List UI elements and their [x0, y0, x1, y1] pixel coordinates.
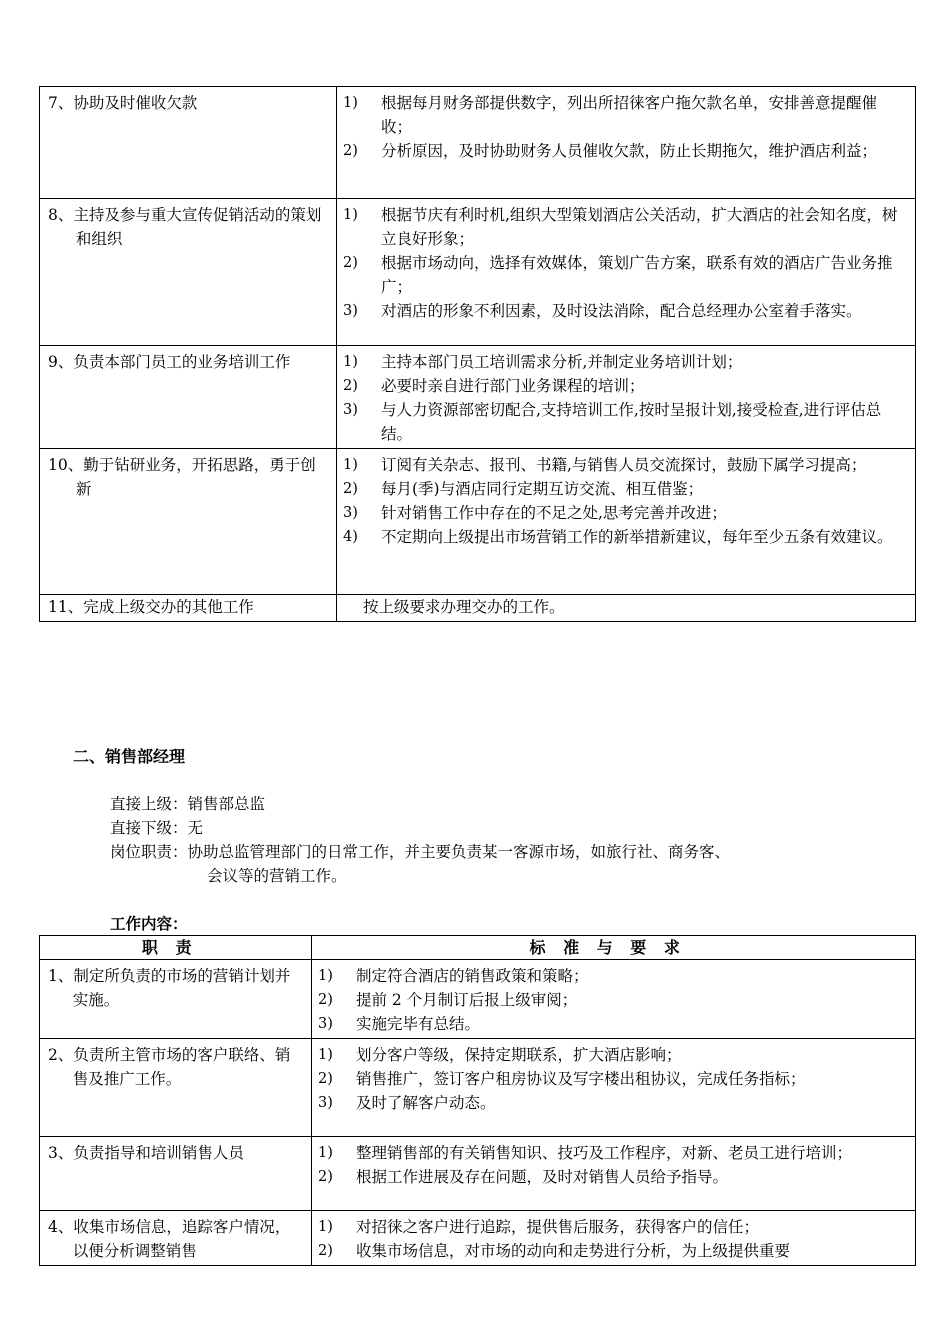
item-text: 划分客户等级，保持定期联系，扩大酒店影响；: [356, 1046, 682, 1064]
item-text: 根据节庆有利时机,组织大型策划酒店公关活动，扩大酒店的社会知名度，树立良好形象；: [381, 206, 898, 248]
list-item: [343, 525, 907, 549]
duty-cell: 7、协助及时催收欠款: [40, 87, 337, 199]
duties-table-1: [39, 86, 916, 622]
standard-cell: [312, 960, 916, 1039]
list-item: [318, 1141, 907, 1165]
standard-cell: [312, 1137, 916, 1211]
standard-cell: [337, 346, 916, 449]
list-item: [318, 1091, 907, 1115]
list-item: [318, 964, 907, 988]
list-item: [343, 374, 907, 398]
table-row: [40, 595, 916, 622]
table-header-row: [40, 936, 916, 960]
header-duty: 职责: [40, 936, 312, 960]
list-item: [343, 139, 907, 163]
duty-cell: 1、制定所负责的市场的营销计划并实施。: [40, 960, 312, 1039]
item-number: 1): [343, 95, 358, 111]
item-text: 制定符合酒店的销售政策和策略；: [356, 967, 589, 985]
superior-label: 直接上级：: [110, 795, 188, 813]
item-number: 1): [318, 1219, 333, 1235]
item-number: 2): [318, 1071, 333, 1087]
list-item: [318, 1239, 907, 1263]
item-number: 1): [318, 1047, 333, 1063]
list-item: [318, 1165, 907, 1189]
item-number: 2): [318, 1243, 333, 1259]
item-number: 2): [343, 378, 358, 394]
list-item: [343, 299, 907, 323]
table-row: [40, 199, 916, 346]
item-number: 2): [343, 481, 358, 497]
standard-cell: [337, 595, 916, 622]
list-item: [318, 1012, 907, 1036]
duty-cell: 8、主持及参与重大宣传促销活动的策划和组织: [40, 199, 337, 346]
item-number: 4): [343, 529, 358, 545]
item-text: 每月(季)与酒店同行定期互访交流、相互借鉴；: [381, 480, 704, 498]
list-item: [343, 350, 907, 374]
subordinate-line: [110, 816, 203, 840]
list-item: [318, 988, 907, 1012]
table-row: [40, 960, 916, 1039]
item-number: 3): [343, 505, 358, 521]
header-standard: 标准与要求: [312, 936, 916, 960]
work-content-title: 工作内容：: [110, 915, 188, 933]
standard-cell: [312, 1039, 916, 1137]
duty-text-line2: 会议等的营销工作。: [207, 867, 347, 885]
duty-cell: 9、负责本部门员工的业务培训工作: [40, 346, 337, 449]
table-row: [40, 1039, 916, 1137]
list-item: [318, 1043, 907, 1067]
item-number: 1): [343, 207, 358, 223]
section-title: 二、销售部经理: [73, 747, 186, 766]
duties-table-2: [39, 935, 916, 1266]
table-row: [40, 1137, 916, 1211]
table-row: [40, 346, 916, 449]
item-number: 3): [343, 402, 358, 418]
item-number: 2): [318, 1169, 333, 1185]
duty-cell: 3、负责指导和培训销售人员: [40, 1137, 312, 1211]
list-item: [343, 477, 907, 501]
item-text: 必要时亲自进行部门业务课程的培训；: [381, 377, 645, 395]
item-text: 实施完毕有总结。: [356, 1015, 481, 1033]
item-number: 3): [343, 303, 358, 319]
list-item: [343, 501, 907, 525]
duty-line: [110, 840, 730, 864]
superior-value: 销售部总监: [187, 795, 266, 813]
item-text: 分析原因，及时协助财务人员催收欠款，防止长期拖欠，维护酒店利益；: [381, 142, 878, 160]
item-text: 订阅有关杂志、报刊、书籍,与销售人员交流探讨，鼓励下属学习提高；: [381, 456, 867, 474]
standard-cell: [337, 87, 916, 199]
item-text: 不定期向上级提出市场营销工作的新举措新建议，每年至少五条有效建议。: [381, 528, 893, 546]
item-text: 与人力资源部密切配合,支持培训工作,按时呈报计划,接受检查,进行评估总结。: [381, 401, 882, 443]
table-row: [40, 449, 916, 595]
item-text: 根据市场动向，选择有效媒体，策划广告方案，联系有效的酒店广告业务推广；: [381, 254, 893, 296]
standard-cell: [312, 1211, 916, 1266]
plain-text: 按上级要求办理交办的工作。: [363, 598, 565, 616]
duty-cell: 4、收集市场信息，追踪客户情况，以便分析调整销售: [40, 1211, 312, 1266]
subordinate-value: 无: [187, 819, 204, 837]
item-text: 及时了解客户动态。: [356, 1094, 496, 1112]
item-number: 3): [318, 1016, 333, 1032]
duty-label: 岗位职责：: [110, 843, 188, 861]
item-number: 2): [318, 992, 333, 1008]
subordinate-label: 直接下级：: [110, 819, 188, 837]
item-text: 收集市场信息，对市场的动向和走势进行分析，为上级提供重要: [356, 1242, 791, 1260]
standard-cell: [337, 199, 916, 346]
list-item: [343, 91, 907, 139]
item-number: 2): [343, 143, 358, 159]
list-item: [343, 203, 907, 251]
item-text: 根据工作进展及存在问题，及时对销售人员给予指导。: [356, 1168, 729, 1186]
duty-cell: 2、负责所主管市场的客户联络、销售及推广工作。: [40, 1039, 312, 1137]
item-number: 1): [318, 1145, 333, 1161]
table-row: [40, 1211, 916, 1266]
item-text: 对招徕之客户进行追踪，提供售后服务，获得客户的信任；: [356, 1218, 760, 1236]
list-item: [343, 453, 907, 477]
item-text: 主持本部门员工培训需求分析,并制定业务培训计划；: [381, 353, 743, 371]
list-item: [318, 1067, 907, 1091]
list-item: [343, 398, 907, 446]
superior-line: [110, 792, 265, 816]
item-text: 针对销售工作中存在的不足之处,思考完善并改进；: [381, 504, 727, 522]
duty-text-line1: 协助总监管理部门的日常工作，并主要负责某一客源市场，如旅行社、商务客、: [187, 843, 731, 861]
standard-cell: [337, 449, 916, 595]
item-number: 1): [318, 968, 333, 984]
list-item: [318, 1215, 907, 1239]
duty-cell: 10、勤于钻研业务，开拓思路，勇于创新: [40, 449, 337, 595]
item-number: 2): [343, 255, 358, 271]
item-text: 提前 2 个月制订后报上级审阅；: [356, 991, 578, 1009]
item-number: 1): [343, 457, 358, 473]
item-text: 销售推广，签订客户租房协议及写字楼出租协议，完成任务指标；: [356, 1070, 806, 1088]
item-number: 3): [318, 1095, 333, 1111]
table-row: [40, 87, 916, 199]
duty-cell: 11、完成上级交办的其他工作: [40, 595, 337, 622]
item-number: 1): [343, 354, 358, 370]
list-item: [343, 251, 907, 299]
item-text: 根据每月财务部提供数字，列出所招徕客户拖欠款名单，安排善意提醒催收；: [381, 94, 878, 136]
item-text: 整理销售部的有关销售知识、技巧及工作程序，对新、老员工进行培训；: [356, 1144, 853, 1162]
item-text: 对酒店的形象不利因素，及时设法消除，配合总经理办公室着手落实。: [381, 302, 862, 320]
